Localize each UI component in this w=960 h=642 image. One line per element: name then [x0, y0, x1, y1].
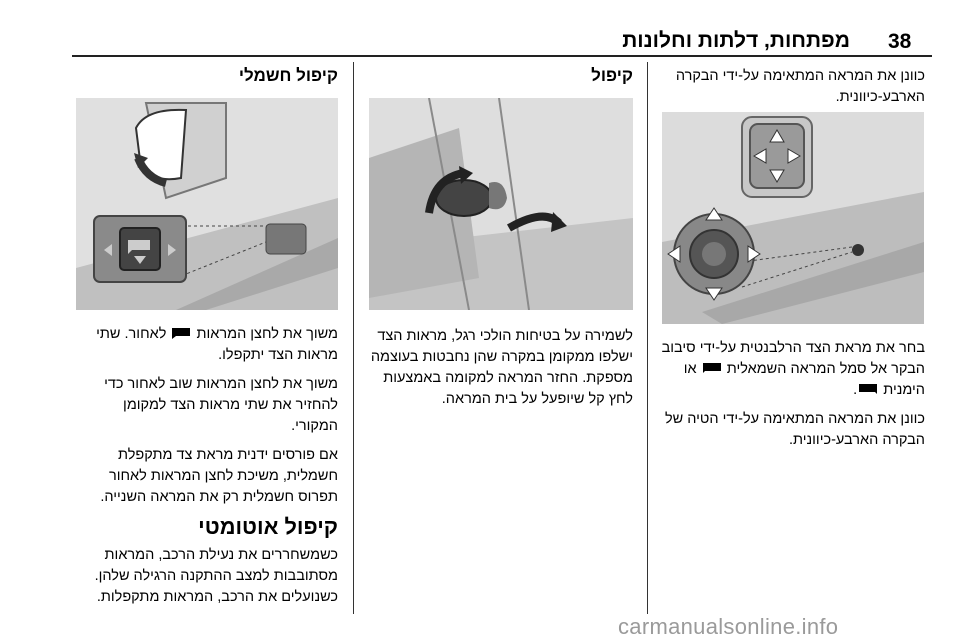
header-divider: [72, 55, 932, 57]
left-mirror-icon: [701, 361, 723, 375]
middle-column-body: [368, 326, 633, 418]
figure-electric-fold: [76, 98, 338, 310]
watermark: carmanualsonline.info: [618, 614, 839, 639]
mirror-fold-illustration: [369, 98, 633, 310]
page-number: 38: [888, 30, 912, 53]
unfold-mirrors-text: משוך את לחצן המראות שוב לאחור כדי להחזיר את שתי מראות הצד למקומן המקורי.: [104, 376, 338, 434]
column-divider-left: [353, 62, 354, 614]
right-column-body: [660, 338, 925, 459]
figure-mirror-fold: [369, 98, 633, 310]
page-title: מפתחות, דלתות וחלונות: [622, 29, 850, 52]
electric-fold-illustration: [76, 98, 338, 310]
tilt-control-text: כוונן את המראה המתאימה על-ידי הטיה של הבקרה הארבע-כיוונית.: [664, 411, 925, 448]
folding-text: לשמירה על בטיחות הולכי רגל, מראות הצד ישלפו ממקומן במקרה שהן נחבטות בעוצמה מספקת. החזר המראה למקומה באמצעות לחץ קל שיופעל על בית המראה.: [370, 328, 633, 407]
automatic-folding-text: כשמשחררים את נעילת הרכב, המראות מסתובבות למצב ההתקנה הרגילה שלהן. כשנועלים את הרכב, המראות מתקפלות.: [94, 547, 338, 605]
figure-mirror-control: [662, 112, 924, 324]
page-header: [0, 0, 960, 62]
select-mirror-text: בחר את מראת הצד הרלבנטית על-ידי סיבוב הבקר אל סמל המראה השמאלית או הימנית .: [661, 340, 925, 398]
right-mirror-icon: [857, 382, 879, 396]
folding-heading: קיפול: [591, 66, 633, 85]
automatic-folding-heading: קיפול אוטומטי: [198, 514, 338, 539]
fold-mirrors-text: משוך את לחצן המראות לאחור. שתי מראות הצד יתקפלו.: [96, 326, 338, 363]
mirror-fold-button-icon: [170, 326, 192, 340]
left-column-body: [76, 324, 338, 616]
intro-text: כוונן את המראה המתאימה על-ידי הבקרה הארבע-כיוונית.: [675, 68, 925, 105]
manual-unfold-text: אם פורסים ידנית מראת צד מתקפלת חשמלית, משיכת לחצן המראות לאחור תפרוס חשמלית רק את המראה השנייה.: [100, 447, 338, 505]
right-column-intro: [660, 66, 925, 116]
mirror-control-illustration: [662, 112, 924, 324]
column-divider-right: [647, 62, 648, 614]
electric-folding-heading: קיפול חשמלי: [238, 66, 338, 85]
